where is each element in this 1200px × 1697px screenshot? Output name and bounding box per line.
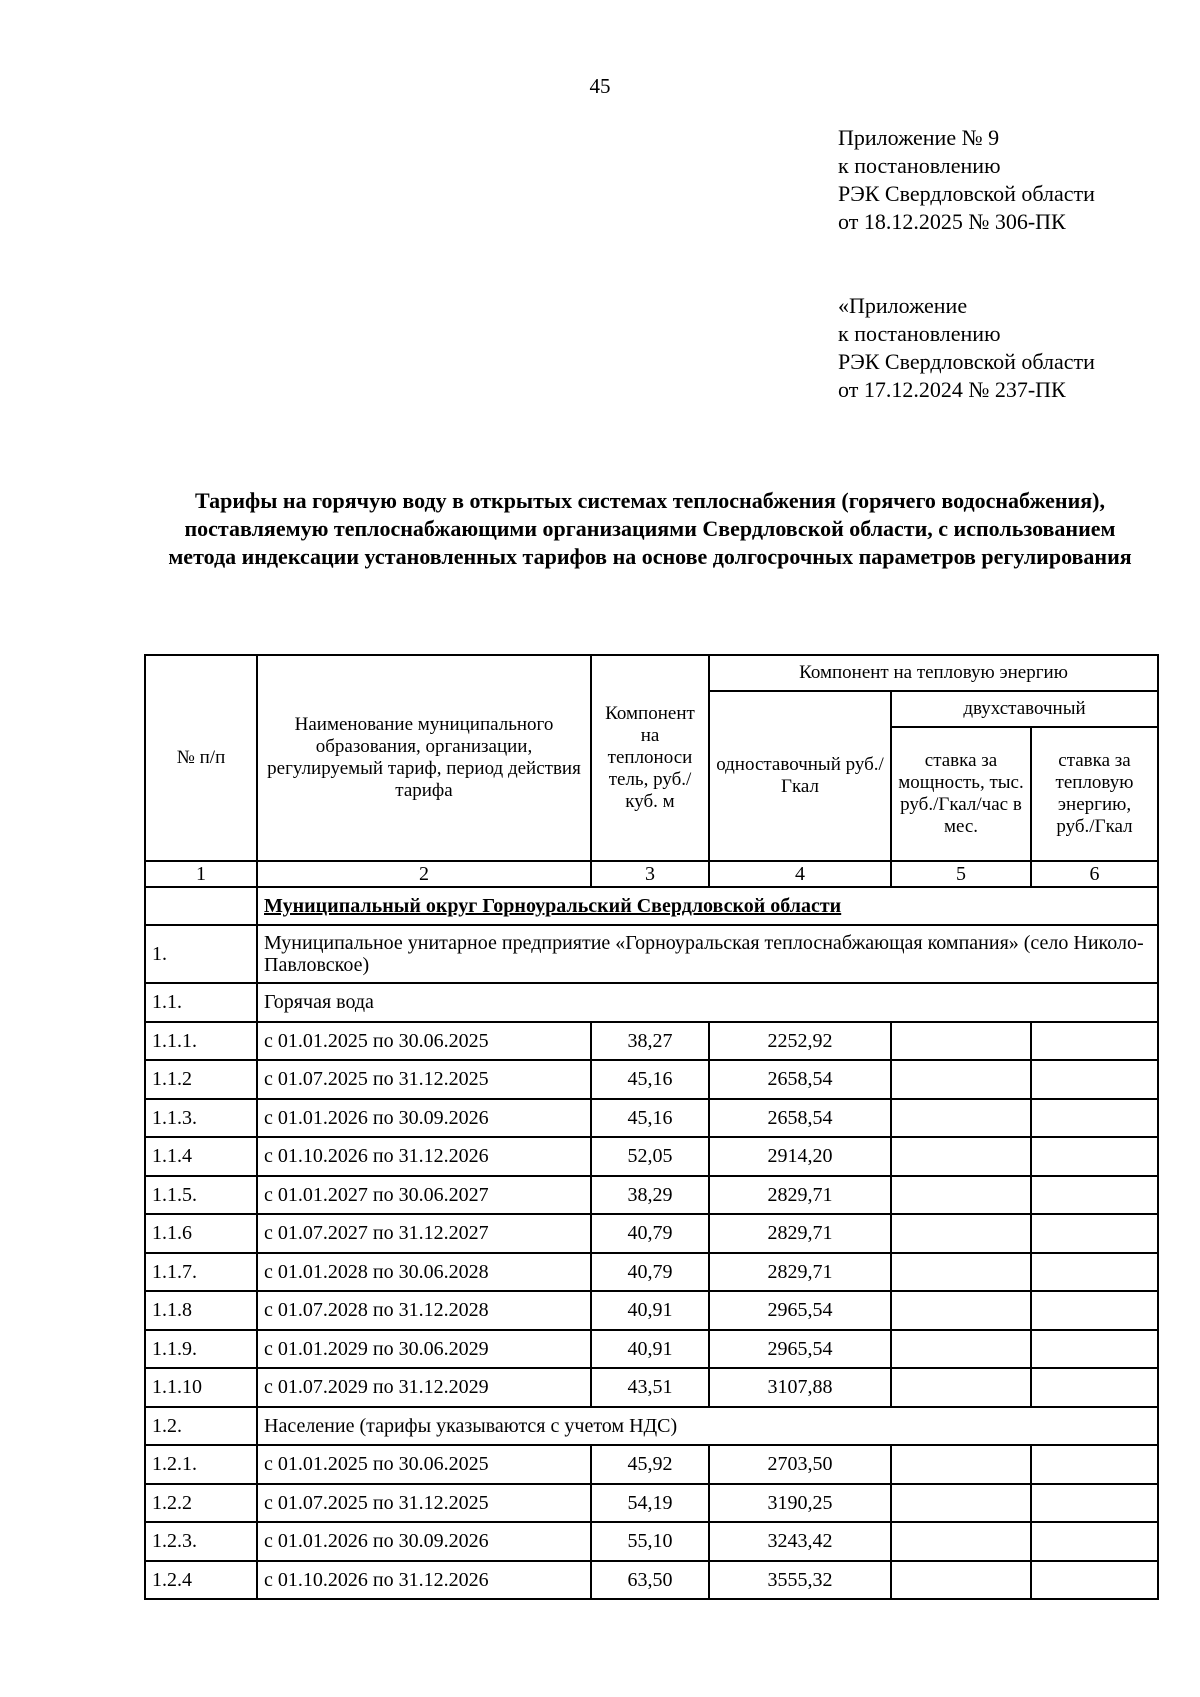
- row-energy-rate-value: [1031, 1561, 1158, 1600]
- row-num: 1.1.10: [145, 1368, 257, 1407]
- municipality-name: Муниципальный округ Горноуральский Свердловской области: [264, 894, 842, 917]
- row-energy-rate-value: [1031, 1253, 1158, 1292]
- row-single-rate-value: 2829,71: [709, 1176, 891, 1215]
- row-single-rate-value: 3190,25: [709, 1484, 891, 1523]
- table-row: [145, 1022, 1158, 1061]
- header-single-rate: одноставочный руб./Гкал: [709, 691, 891, 861]
- row-single-rate-value: 2965,54: [709, 1330, 891, 1369]
- row-num: 1.2.2: [145, 1484, 257, 1523]
- row-period: с 01.10.2026 по 31.12.2026: [257, 1137, 591, 1176]
- row-period: с 01.01.2026 по 30.09.2026: [257, 1522, 591, 1561]
- annex-previous-block: [838, 292, 1095, 404]
- column-number: 3: [591, 861, 709, 887]
- table-row: [145, 1253, 1158, 1292]
- table-row: [145, 1561, 1158, 1600]
- row-energy-rate-value: [1031, 1137, 1158, 1176]
- section-num: 1.2.: [145, 1407, 257, 1446]
- organization-num: 1.: [145, 925, 257, 983]
- document-title: Тарифы на горячую воду в открытых системах теплоснабжения (горячего водоснабжения), поставляемую теплоснабжающими организациями Свердловской области, с использованием метода индексации установленных тарифов на основе долгосрочных параметров регулирования: [168, 488, 1132, 569]
- table-row: [145, 1099, 1158, 1138]
- column-number: 4: [709, 861, 891, 887]
- row-capacity-value: [891, 1253, 1031, 1292]
- annex-line: РЭК Свердловской области: [838, 181, 1095, 206]
- row-single-rate-value: 2658,54: [709, 1099, 891, 1138]
- row-capacity-value: [891, 1099, 1031, 1138]
- column-number: 1: [145, 861, 257, 887]
- row-period: с 01.07.2025 по 31.12.2025: [257, 1484, 591, 1523]
- row-period: с 01.01.2028 по 30.06.2028: [257, 1253, 591, 1292]
- row-capacity-value: [891, 1561, 1031, 1600]
- row-period: с 01.07.2025 по 31.12.2025: [257, 1060, 591, 1099]
- row-capacity-value: [891, 1137, 1031, 1176]
- row-single-rate-value: 3107,88: [709, 1368, 891, 1407]
- column-number: 6: [1031, 861, 1158, 887]
- row-period: с 01.01.2025 по 30.06.2025: [257, 1445, 591, 1484]
- row-period: с 01.01.2026 по 30.09.2026: [257, 1099, 591, 1138]
- row-energy-rate-value: [1031, 1214, 1158, 1253]
- table-row: [145, 1214, 1158, 1253]
- row-single-rate-value: 2658,54: [709, 1060, 891, 1099]
- row-capacity-value: [891, 1330, 1031, 1369]
- row-carrier-value: 45,16: [591, 1060, 709, 1099]
- header-energy: Компонент на тепловую энергию: [709, 655, 1158, 691]
- row-energy-rate-value: [1031, 1445, 1158, 1484]
- row-capacity-value: [891, 1445, 1031, 1484]
- row-num: 1.1.1.: [145, 1022, 257, 1061]
- annex-line: РЭК Свердловской области: [838, 349, 1095, 374]
- organization-row: [145, 925, 1158, 983]
- row-carrier-value: 43,51: [591, 1368, 709, 1407]
- row-energy-rate-value: [1031, 1522, 1158, 1561]
- annex-current-block: [838, 124, 1095, 236]
- section-row: [145, 1407, 1158, 1446]
- annex-line: «Приложение: [838, 293, 968, 318]
- row-num: 1.2.3.: [145, 1522, 257, 1561]
- row-period: с 01.01.2027 по 30.06.2027: [257, 1176, 591, 1215]
- row-num: 1.1.6: [145, 1214, 257, 1253]
- table-body: [145, 861, 1158, 1599]
- table-row: [145, 1522, 1158, 1561]
- row-energy-rate-value: [1031, 1022, 1158, 1061]
- row-num: 1.1.3.: [145, 1099, 257, 1138]
- row-single-rate-value: 2703,50: [709, 1445, 891, 1484]
- annex-line: к постановлению: [838, 321, 1001, 346]
- column-number-row: [145, 861, 1158, 887]
- row-capacity-value: [891, 1214, 1031, 1253]
- row-num: 1.1.8: [145, 1291, 257, 1330]
- row-single-rate-value: 2829,71: [709, 1253, 891, 1292]
- table-row: [145, 1060, 1158, 1099]
- municipality-title: [257, 887, 1158, 925]
- table-row: [145, 1368, 1158, 1407]
- row-capacity-value: [891, 1291, 1031, 1330]
- organization-name: Муниципальное унитарное предприятие «Горноуральская теплоснабжающая компания» (село Николо-Павловское): [257, 925, 1158, 983]
- row-capacity-value: [891, 1484, 1031, 1523]
- column-number: 2: [257, 861, 591, 887]
- table-row: [145, 1291, 1158, 1330]
- row-single-rate-value: 2829,71: [709, 1214, 891, 1253]
- row-capacity-value: [891, 1522, 1031, 1561]
- row-capacity-value: [891, 1368, 1031, 1407]
- row-period: с 01.01.2025 по 30.06.2025: [257, 1022, 591, 1061]
- row-num: 1.2.1.: [145, 1445, 257, 1484]
- row-single-rate-value: 3555,32: [709, 1561, 891, 1600]
- row-carrier-value: 38,29: [591, 1176, 709, 1215]
- row-num: 1.1.7.: [145, 1253, 257, 1292]
- row-num: 1.1.2: [145, 1060, 257, 1099]
- annex-line: Приложение № 9: [838, 125, 1000, 150]
- row-num: 1.2.4: [145, 1561, 257, 1600]
- row-num: 1.1.4: [145, 1137, 257, 1176]
- section-name: Население (тарифы указываются с учетом НДС): [257, 1407, 1158, 1446]
- header-capacity: ставка за мощность, тыс. руб./Гкал/час в мес.: [891, 727, 1031, 861]
- header-carrier: Компонент на теплоноси тель, руб./куб. м: [591, 655, 709, 861]
- row-capacity-value: [891, 1060, 1031, 1099]
- row-carrier-value: 40,91: [591, 1291, 709, 1330]
- row-num: 1.1.9.: [145, 1330, 257, 1369]
- row-single-rate-value: 2252,92: [709, 1022, 891, 1061]
- table-row: [145, 1176, 1158, 1215]
- row-carrier-value: 40,79: [591, 1214, 709, 1253]
- header-name: Наименование муниципального образования, организации, регулируемый тариф, период действия тарифа: [257, 655, 591, 861]
- row-single-rate-value: 2965,54: [709, 1291, 891, 1330]
- row-energy-rate-value: [1031, 1060, 1158, 1099]
- row-period: с 01.07.2028 по 31.12.2028: [257, 1291, 591, 1330]
- page-number: 45: [589, 74, 611, 98]
- row-energy-rate-value: [1031, 1330, 1158, 1369]
- row-period: с 01.07.2029 по 31.12.2029: [257, 1368, 591, 1407]
- row-carrier-value: 63,50: [591, 1561, 709, 1600]
- row-period: с 01.07.2027 по 31.12.2027: [257, 1214, 591, 1253]
- row-single-rate-value: 2914,20: [709, 1137, 891, 1176]
- municipality-row: [145, 887, 1158, 925]
- table-row: [145, 1445, 1158, 1484]
- row-energy-rate-value: [1031, 1176, 1158, 1215]
- table-row: [145, 1137, 1158, 1176]
- row-carrier-value: 38,27: [591, 1022, 709, 1061]
- row-carrier-value: 40,79: [591, 1253, 709, 1292]
- row-period: с 01.10.2026 по 31.12.2026: [257, 1561, 591, 1600]
- row-energy-rate-value: [1031, 1484, 1158, 1523]
- section-num: 1.1.: [145, 983, 257, 1022]
- municipality-num-cell: [145, 887, 257, 925]
- row-period: с 01.01.2029 по 30.06.2029: [257, 1330, 591, 1369]
- annex-line: от 18.12.2025 № 306-ПК: [838, 209, 1066, 234]
- row-carrier-value: 52,05: [591, 1137, 709, 1176]
- row-single-rate-value: 3243,42: [709, 1522, 891, 1561]
- annex-line: к постановлению: [838, 153, 1001, 178]
- tariff-table: [144, 654, 1159, 1600]
- annex-line: от 17.12.2024 № 237-ПК: [838, 377, 1066, 402]
- row-carrier-value: 55,10: [591, 1522, 709, 1561]
- row-capacity-value: [891, 1176, 1031, 1215]
- header-two-rate: двухставочный: [891, 691, 1158, 727]
- table-row: [145, 1484, 1158, 1523]
- row-carrier-value: 45,92: [591, 1445, 709, 1484]
- row-carrier-value: 45,16: [591, 1099, 709, 1138]
- row-capacity-value: [891, 1022, 1031, 1061]
- header-num: № п/п: [145, 655, 257, 861]
- section-row: [145, 983, 1158, 1022]
- row-energy-rate-value: [1031, 1099, 1158, 1138]
- header-energy-rate: ставка за тепловую энергию, руб./Гкал: [1031, 727, 1158, 861]
- row-energy-rate-value: [1031, 1368, 1158, 1407]
- row-energy-rate-value: [1031, 1291, 1158, 1330]
- row-carrier-value: 54,19: [591, 1484, 709, 1523]
- section-name: Горячая вода: [257, 983, 1158, 1022]
- table-row: [145, 1330, 1158, 1369]
- row-num: 1.1.5.: [145, 1176, 257, 1215]
- column-number: 5: [891, 861, 1031, 887]
- row-carrier-value: 40,91: [591, 1330, 709, 1369]
